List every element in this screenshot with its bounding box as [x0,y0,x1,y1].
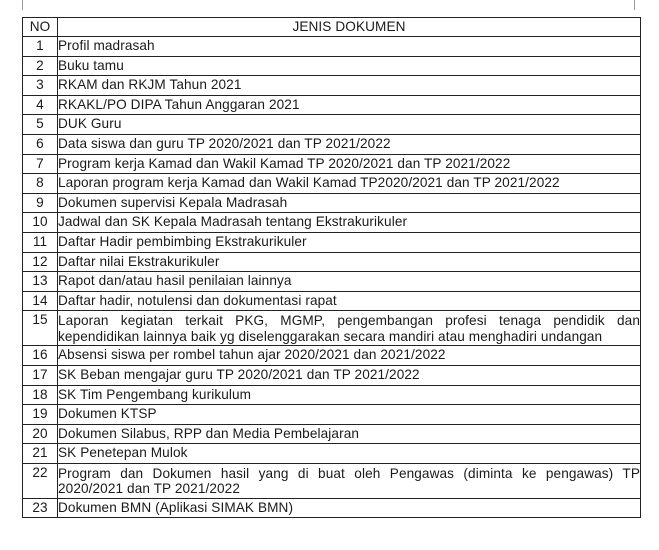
row-number: 16 [23,346,58,366]
header-document-type: JENIS DOKUMEN [58,18,641,37]
table-row [23,498,641,518]
table-row [23,405,641,425]
row-number: 17 [23,365,58,385]
document-table [22,17,641,518]
row-number: 21 [23,444,58,464]
document-name: Jadwal dan SK Kepala Madrasah tentang Ekstrakurikuler [58,213,641,233]
table-row [23,346,641,366]
document-name: RKAKL/PO DIPA Tahun Anggaran 2021 [58,95,641,115]
table-row [23,291,641,311]
document-name: Data siswa dan guru TP 2020/2021 dan TP 2021/2022 [58,134,641,154]
row-number: 14 [23,291,58,311]
document-name: Program dan Dokumen hasil yang di buat oleh Pengawas (diminta ke pengawas) TP 2020/2021 dan TP 2021/2022 [58,463,641,498]
table-row [23,154,641,174]
table-row [23,37,641,57]
row-number: 2 [23,56,58,76]
table-row [23,95,641,115]
table-row [23,115,641,135]
row-number: 9 [23,193,58,213]
table-row [23,463,641,498]
document-name: Profil madrasah [58,37,641,57]
row-number: 3 [23,76,58,96]
document-name: Dokumen Silabus, RPP dan Media Pembelajaran [58,424,641,444]
document-name: Absensi siswa per rombel tahun ajar 2020/2021 dan 2021/2022 [58,346,641,366]
table-row [23,424,641,444]
row-number: 13 [23,272,58,292]
document-name: Daftar Hadir pembimbing Ekstrakurikuler [58,232,641,252]
document-name: Laporan program kerja Kamad dan Wakil Kamad TP2020/2021 dan TP 2021/2022 [58,174,641,194]
document-name: Daftar hadir, notulensi dan dokumentasi rapat [58,291,641,311]
row-number: 6 [23,134,58,154]
row-number: 19 [23,405,58,425]
table-row [23,76,641,96]
table-row [23,193,641,213]
table-row [23,252,641,272]
document-name: SK Penetepan Mulok [58,444,641,464]
document-name: Dokumen supervisi Kepala Madrasah [58,193,641,213]
table-row [23,311,641,346]
row-number: 7 [23,154,58,174]
document-name: Dokumen KTSP [58,405,641,425]
row-number: 12 [23,252,58,272]
row-number: 23 [23,498,58,518]
table-row [23,213,641,233]
row-number: 8 [23,174,58,194]
table-row [23,272,641,292]
row-number: 11 [23,232,58,252]
document-name: DUK Guru [58,115,641,135]
document-name: SK Beban mengajar guru TP 2020/2021 dan TP 2021/2022 [58,365,641,385]
table-row [23,174,641,194]
table-row [23,365,641,385]
table-row [23,56,641,76]
row-number: 10 [23,213,58,233]
row-number: 22 [23,463,58,498]
document-name: Laporan kegiatan terkait PKG, MGMP, pengembangan profesi tenaga pendidik dan kependidikan lainnya baik yg diselenggarakan secara mandiri atau menghadiri undangan [58,311,641,346]
table-row [23,385,641,405]
document-name: Buku tamu [58,56,641,76]
table-header-row [23,18,641,37]
document-name: Daftar nilai Ekstrakurikuler [58,252,641,272]
table-row [23,134,641,154]
page-corner-mark-right [634,0,635,10]
document-name: Program kerja Kamad dan Wakil Kamad TP 2020/2021 dan TP 2021/2022 [58,154,641,174]
row-number: 18 [23,385,58,405]
document-name: RKAM dan RKJM Tahun 2021 [58,76,641,96]
header-no: NO [23,18,58,37]
document-name: Dokumen BMN (Aplikasi SIMAK BMN) [58,498,641,518]
document-name: Rapot dan/atau hasil penilaian lainnya [58,272,641,292]
page-corner-mark-left [22,0,23,10]
table-row [23,444,641,464]
row-number: 4 [23,95,58,115]
row-number: 15 [23,311,58,346]
document-name: SK Tim Pengembang kurikulum [58,385,641,405]
row-number: 5 [23,115,58,135]
table-row [23,232,641,252]
row-number: 1 [23,37,58,57]
row-number: 20 [23,424,58,444]
